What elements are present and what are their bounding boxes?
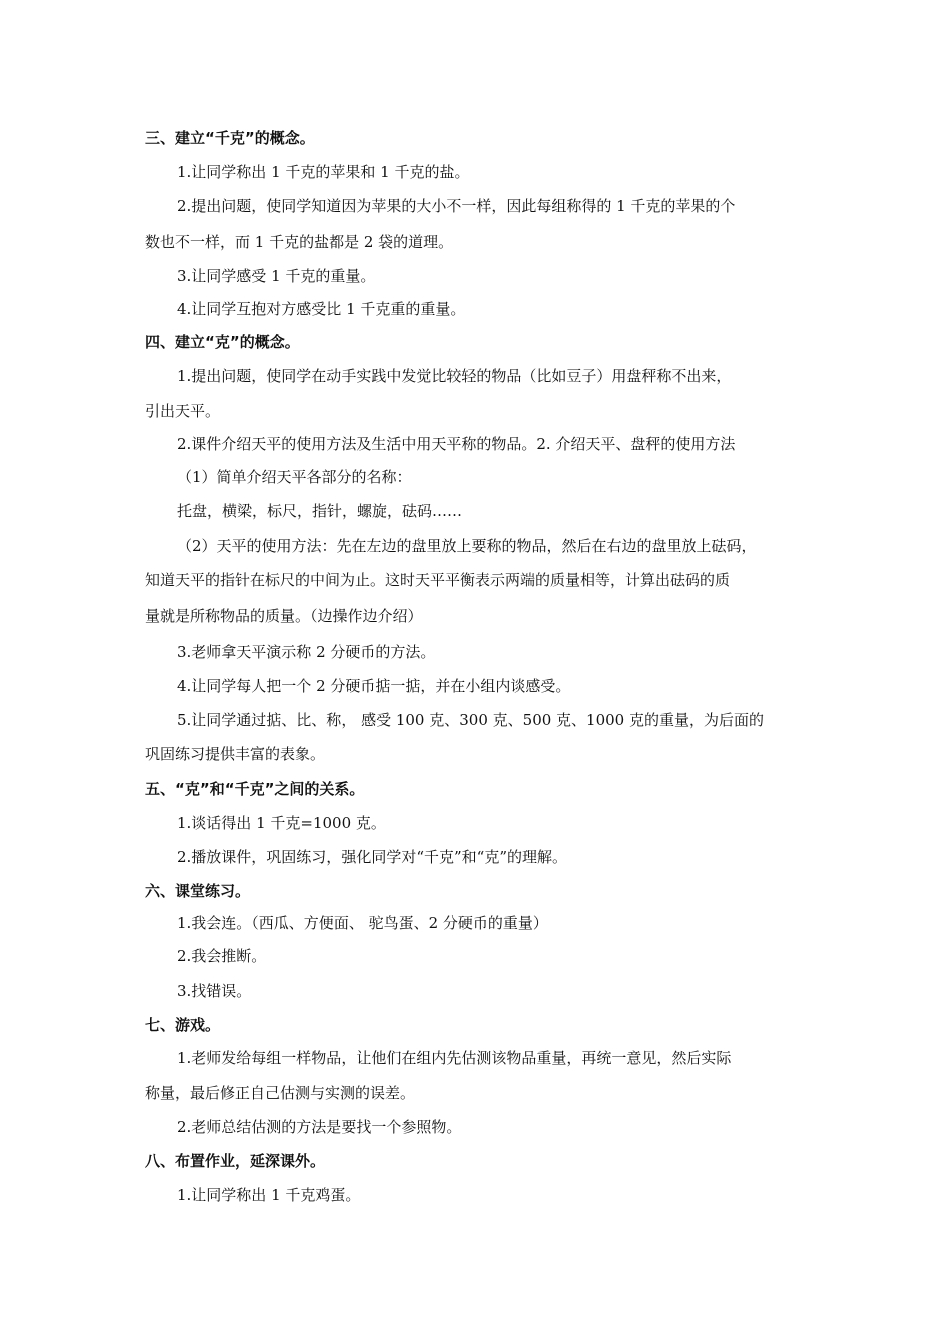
- paragraph-line: 数也不一样，而 1 千克的盐都是 2 袋的道理。: [145, 233, 454, 251]
- paragraph-line: 称量，最后修正自己估测与实测的误差。: [145, 1084, 416, 1102]
- paragraph-line: 托盘，横梁，标尺，指针，螺旋，砝码……: [177, 502, 463, 520]
- paragraph-line: 2.老师总结估测的方法是要找一个参照物。: [177, 1118, 462, 1136]
- section-heading-8: 八、布置作业，延深课外。: [145, 1152, 326, 1170]
- paragraph-line: 3.找错误。: [177, 982, 252, 1000]
- paragraph-line: （1）简单介绍天平各部分的名称：: [177, 468, 412, 486]
- paragraph-line: 巩固练习提供丰富的表象。: [145, 745, 326, 763]
- paragraph-line: 1.提出问题，使同学在动手实践中发觉比较轻的物品（比如豆子）用盘秤称不出来，: [177, 367, 732, 385]
- paragraph-line: 1.让同学称出 1 千克鸡蛋。: [177, 1186, 361, 1204]
- paragraph-line: 知道天平的指针在标尺的中间为止。这时天平平衡表示两端的质量相等，计算出砝码的质: [145, 571, 731, 589]
- section-heading-4: 四、建立“克”的概念。: [145, 333, 300, 351]
- section-heading-5: 五、“克”和“千克”之间的关系。: [145, 780, 365, 798]
- section-heading-3: 三、建立“千克”的概念。: [145, 129, 315, 147]
- paragraph-line: 1.我会连。（西瓜、方便面、 驼鸟蛋、2 分硬币的重量）: [177, 914, 548, 932]
- section-heading-6: 六、课堂练习。: [145, 882, 251, 900]
- paragraph-line: 2.播放课件，巩固练习，强化同学对“千克”和“克”的理解。: [177, 848, 567, 866]
- section-heading-7: 七、游戏。: [145, 1016, 221, 1034]
- paragraph-line: 5.让同学通过掂、比、称， 感受 100 克、300 克、500 克、1000 克的重量，为后面的: [177, 711, 764, 729]
- paragraph-line: （2）天平的使用方法：先在左边的盘里放上要称的物品，然后在右边的盘里放上砝码，: [177, 537, 757, 555]
- paragraph-line: 4.让同学互抱对方感受比 1 千克重的重量。: [177, 300, 466, 318]
- paragraph-line: 4.让同学每人把一个 2 分硬币掂一掂，并在小组内谈感受。: [177, 677, 571, 695]
- paragraph-line: 2.提出问题，使同学知道因为苹果的大小不一样，因此每组称得的 1 千克的苹果的个: [177, 197, 736, 215]
- paragraph-line: 引出天平。: [145, 402, 221, 420]
- paragraph-line: 1.谈话得出 1 千克=1000 克。: [177, 814, 386, 832]
- paragraph-line: 1.让同学称出 1 千克的苹果和 1 千克的盐。: [177, 163, 470, 181]
- paragraph-line: 3.老师拿天平演示称 2 分硬币的方法。: [177, 643, 436, 661]
- paragraph-line: 2.我会推断。: [177, 947, 267, 965]
- paragraph-line: 3.让同学感受 1 千克的重量。: [177, 267, 376, 285]
- paragraph-line: 量就是所称物品的质量。（边操作边介绍）: [145, 607, 423, 625]
- paragraph-line: 1.老师发给每组一样物品，让他们在组内先估测该物品重量，再统一意见，然后实际: [177, 1049, 732, 1067]
- paragraph-line: 2.课件介绍天平的使用方法及生活中用天平称的物品。2. 介绍天平、盘秤的使用方法: [177, 435, 736, 453]
